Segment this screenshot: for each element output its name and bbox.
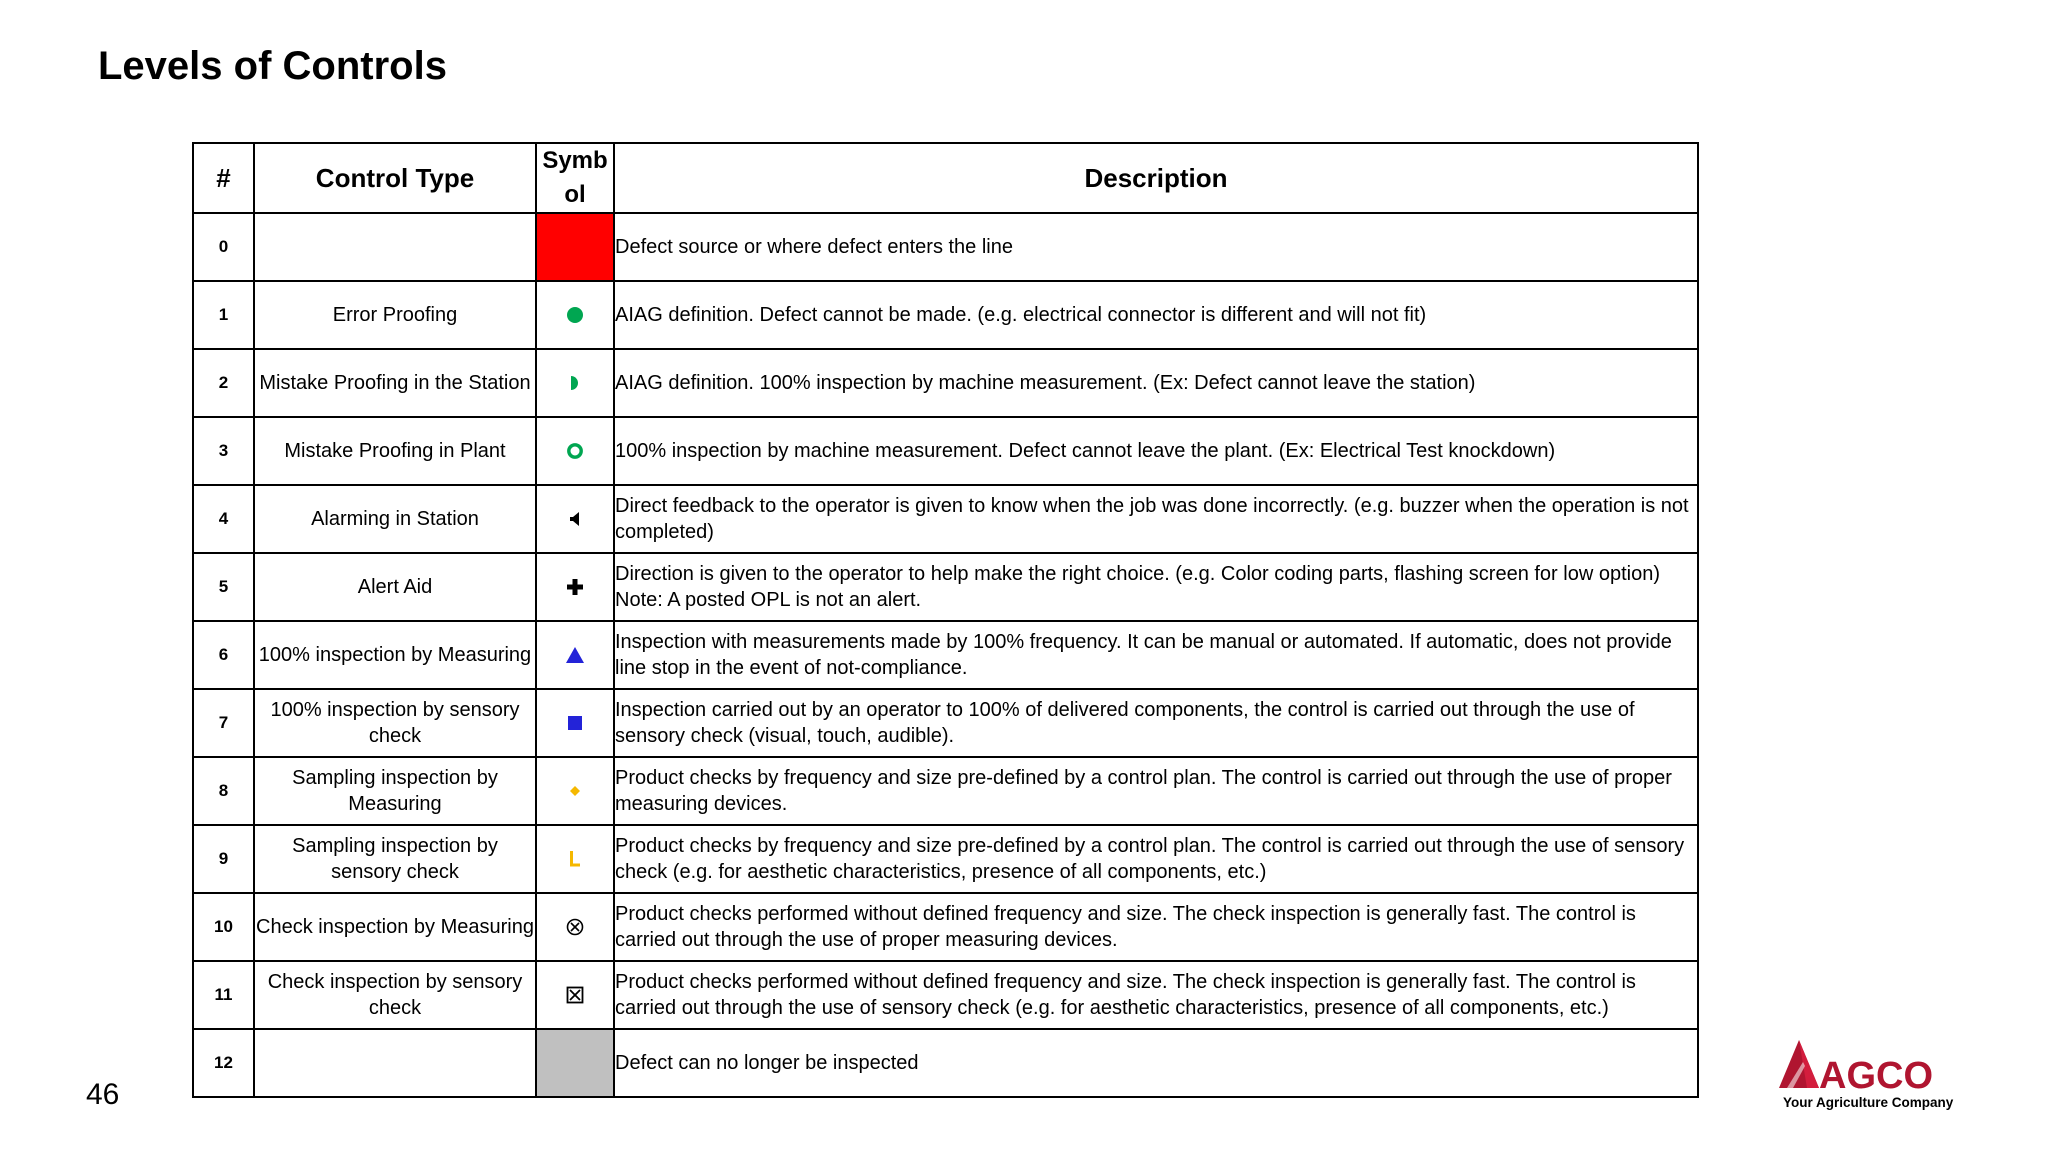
control-type-cell: 100% inspection by sensory check: [254, 689, 536, 757]
control-type-cell: Sampling inspection by sensory check: [254, 825, 536, 893]
description-cell: AIAG definition. Defect cannot be made. (e.g. electrical connector is different and will not fit): [614, 281, 1698, 349]
description-cell: 100% inspection by machine measurement. Defect cannot leave the plant. (Ex: Electrical Test knockdown): [614, 417, 1698, 485]
control-type-cell: Sampling inspection by Measuring: [254, 757, 536, 825]
row-number: 12: [193, 1029, 254, 1097]
row-number: 9: [193, 825, 254, 893]
control-type-cell: Alarming in Station: [254, 485, 536, 553]
page-number: 46: [86, 1078, 120, 1111]
agco-logo: [1779, 1040, 1961, 1112]
header-description: Description: [614, 143, 1698, 213]
red-fill-cell: [536, 213, 614, 281]
row-number: 4: [193, 485, 254, 553]
row-number: 2: [193, 349, 254, 417]
control-type-cell: 100% inspection by Measuring: [254, 621, 536, 689]
speaker-icon: [569, 511, 581, 527]
table-row: [193, 349, 1698, 417]
table-row: [193, 825, 1698, 893]
description-cell: Inspection with measurements made by 100% frequency. It can be manual or automated. If automatic, does not provide line stop in the event of not-compliance.: [614, 621, 1698, 689]
yellow-diamond-icon: [569, 785, 581, 797]
control-type-cell: [254, 213, 536, 281]
row-number: 1: [193, 281, 254, 349]
description-cell: Defect source or where defect enters the line: [614, 213, 1698, 281]
table-row: [193, 213, 1698, 281]
blue-triangle-icon: [566, 647, 584, 663]
header-control-type: Control Type: [254, 143, 536, 213]
description-cell: Product checks performed without defined frequency and size. The check inspection is generally fast. The control is carried out through the use of sensory check (e.g. for aesthetic characteristics, presence of all components, etc.): [614, 961, 1698, 1029]
control-type-cell: Mistake Proofing in Plant: [254, 417, 536, 485]
boxed-x-icon: [566, 986, 584, 1004]
header-symbol: Symb ol: [536, 143, 614, 213]
row-number: 0: [193, 213, 254, 281]
table-row: [193, 689, 1698, 757]
description-cell: Direct feedback to the operator is given to know when the job was done incorrectly. (e.g. buzzer when the operation is not completed): [614, 485, 1698, 553]
description-cell: Inspection carried out by an operator to 100% of delivered components, the control is carried out through the use of sensory check (visual, touch, audible).: [614, 689, 1698, 757]
green-ring-icon: [566, 442, 584, 460]
agco-wordmark: AGCO: [1819, 1055, 1933, 1097]
table-row: [193, 757, 1698, 825]
description-cell: Product checks performed without defined frequency and size. The check inspection is generally fast. The control is carried out through the use of proper measuring devices.: [614, 893, 1698, 961]
levels-of-controls-table: [192, 142, 1699, 1098]
table-row: [193, 961, 1698, 1029]
blue-square-icon: [567, 715, 583, 731]
row-number: 3: [193, 417, 254, 485]
header-number: #: [193, 143, 254, 213]
description-cell: Product checks by frequency and size pre-defined by a control plan. The control is carried out through the use of proper measuring devices.: [614, 757, 1698, 825]
green-filled-circle-icon: [566, 306, 584, 324]
row-number: 5: [193, 553, 254, 621]
table-row: [193, 281, 1698, 349]
row-number: 8: [193, 757, 254, 825]
green-half-circle-icon: [569, 375, 581, 391]
row-number: 7: [193, 689, 254, 757]
table-row: [193, 553, 1698, 621]
control-type-cell: Alert Aid: [254, 553, 536, 621]
circled-x-icon: [566, 918, 584, 936]
table-row: [193, 485, 1698, 553]
control-type-cell: [254, 1029, 536, 1097]
table-row: [193, 1029, 1698, 1097]
gray-fill-cell: [536, 1029, 614, 1097]
plus-icon: [567, 579, 583, 595]
description-cell: Product checks by frequency and size pre-defined by a control plan. The control is carried out through the use of sensory check (e.g. for aesthetic characteristics, presence of all components, etc.): [614, 825, 1698, 893]
table-header-row: [193, 143, 1698, 213]
description-cell: AIAG definition. 100% inspection by machine measurement. (Ex: Defect cannot leave the station): [614, 349, 1698, 417]
yellow-l-icon: [569, 851, 581, 867]
table-row: [193, 621, 1698, 689]
table-row: [193, 417, 1698, 485]
row-number: 10: [193, 893, 254, 961]
control-type-cell: Check inspection by sensory check: [254, 961, 536, 1029]
row-number: 6: [193, 621, 254, 689]
control-type-cell: Mistake Proofing in the Station: [254, 349, 536, 417]
control-type-cell: Error Proofing: [254, 281, 536, 349]
agco-tagline: Your Agriculture Company: [1783, 1095, 1954, 1110]
table-row: [193, 893, 1698, 961]
description-cell: Direction is given to the operator to help make the right choice. (e.g. Color coding parts, flashing screen for low option) Note: A posted OPL is not an alert.: [614, 553, 1698, 621]
control-type-cell: Check inspection by Measuring: [254, 893, 536, 961]
row-number: 11: [193, 961, 254, 1029]
slide-title: Levels of Controls: [98, 44, 447, 88]
description-cell: Defect can no longer be inspected: [614, 1029, 1698, 1097]
